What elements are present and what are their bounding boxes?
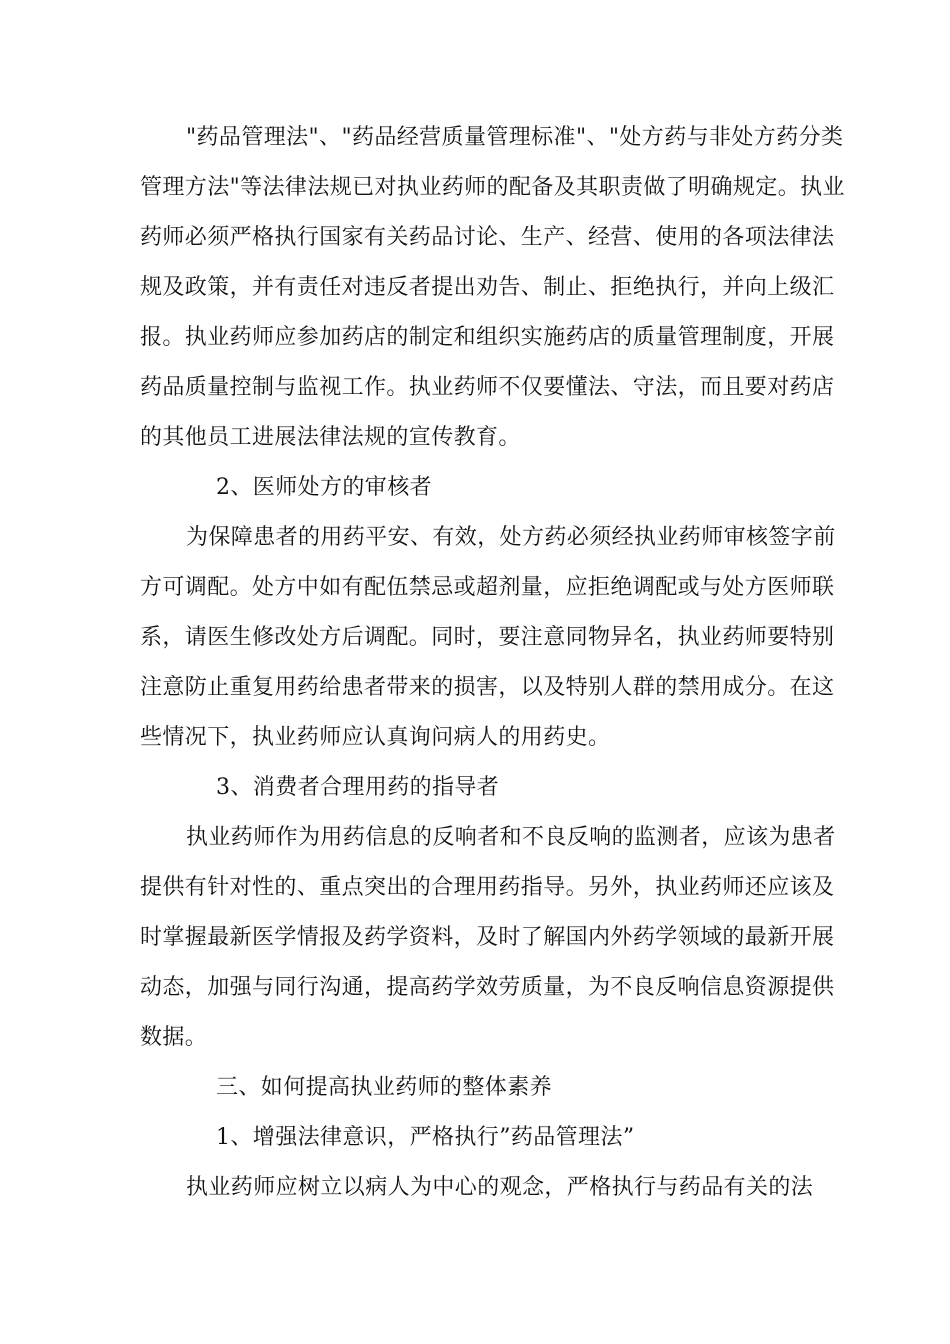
paragraph-line: 的其他员工进展法律法规的宣传教育。 [140, 425, 521, 450]
paragraph-line: 方可调配。处方中如有配伍禁忌或超剂量，应拒绝调配或与处方医师联 [140, 575, 835, 600]
paragraph-line: 注意防止重复用药给患者带来的损害，以及特别人群的禁用成分。在这 [140, 675, 835, 700]
paragraph-line: 些情况下，执业药师应认真询问病人的用药史。 [140, 725, 611, 750]
paragraph-line: 药师必须严格执行国家有关药品讨论、生产、经营、使用的各项法律法 [140, 225, 835, 250]
section-heading: 三、如何提高执业药师的整体素养 [216, 1075, 553, 1100]
paragraph-line: 报。执业药师应参加药店的制定和组织实施药店的质量管理制度，开展 [140, 325, 835, 350]
paragraph-line: "药品管理法"、"药品经营质量管理标准"、"处方药与非处方药分类 [186, 125, 844, 150]
paragraph-line: 规及政策，并有责任对违反者提出劝告、制止、拒绝执行，并向上级汇 [140, 275, 835, 300]
paragraph-line: 动态，加强与同行沟通，提高药学效劳质量，为不良反响信息资源提供 [140, 975, 835, 1000]
section-heading: 2、医师处方的审核者 [216, 475, 432, 500]
paragraph-line: 执业药师作为用药信息的反响者和不良反响的监测者，应该为患者 [186, 825, 836, 850]
paragraph-line: 执业药师应树立以病人为中心的观念，严格执行与药品有关的法 [186, 1175, 814, 1200]
paragraph-line: 系，请医生修改处方后调配。同时，要注意同物异名，执业药师要特别 [140, 625, 835, 650]
paragraph-line: 数据。 [140, 1025, 208, 1050]
section-heading: 3、消费者合理用药的指导者 [216, 775, 500, 800]
paragraph-line: 管理方法"等法律法规已对执业药师的配备及其职责做了明确规定。执业 [140, 175, 845, 200]
paragraph-line: 药品质量控制与监视工作。执业药师不仅要懂法、守法，而且要对药店 [140, 375, 835, 400]
paragraph-line: 时掌握最新医学情报及药学资料，及时了解国内外药学领域的最新开展 [140, 925, 835, 950]
paragraph-line: 提供有针对性的、重点突出的合理用药指导。另外，执业药师还应该及 [140, 875, 835, 900]
subsection-heading: 1、增强法律意识，严格执行”药品管理法” [216, 1125, 635, 1150]
paragraph-line: 为保障患者的用药平安、有效，处方药必须经执业药师审核签字前 [186, 525, 836, 550]
